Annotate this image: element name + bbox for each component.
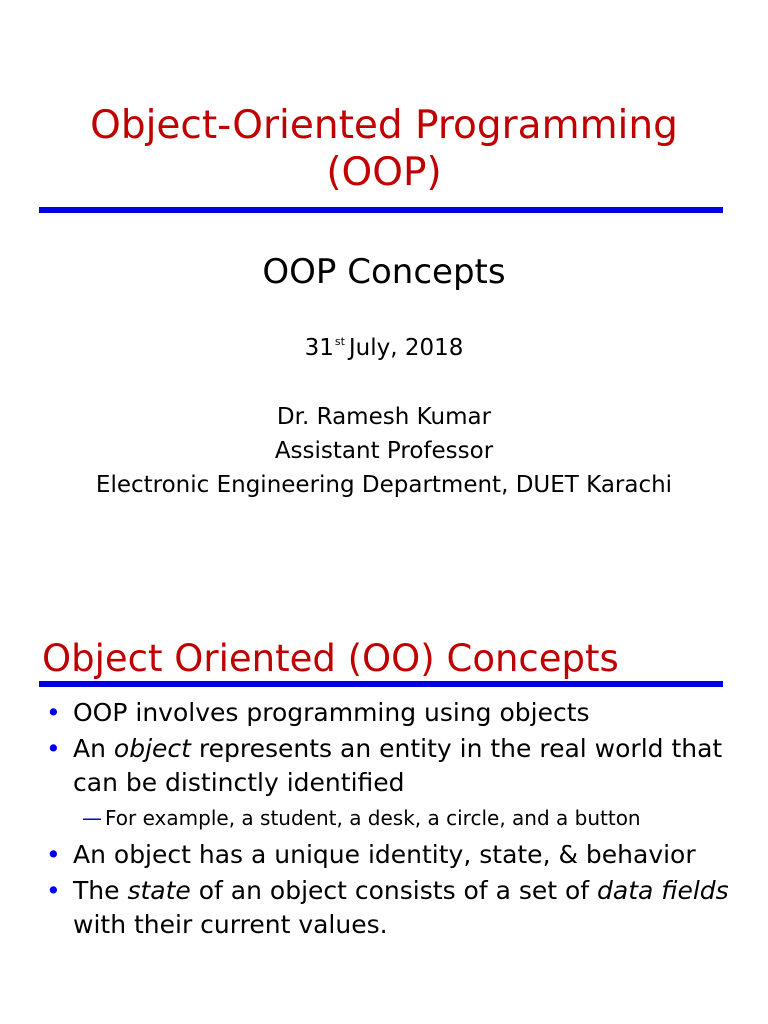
bullet-icon: •: [46, 698, 61, 727]
bullet-text-prefix: The: [73, 876, 128, 905]
bullet-text-suffix: with their current values.: [73, 910, 388, 939]
author-name: Dr. Ramesh Kumar: [276, 404, 492, 430]
title-line-2: (OOP): [326, 150, 442, 195]
bullet-text-emphasis: object: [113, 734, 191, 763]
bullet-text-emphasis: state: [127, 876, 191, 905]
author-department: Electronic Engineering Department, DUET Karachi: [95, 472, 673, 498]
bullet-item: [0, 874, 768, 942]
concepts-divider: [39, 681, 723, 687]
author-title: Assistant Professor: [274, 438, 494, 464]
bullet-list: [0, 696, 768, 944]
date-day: 31: [304, 335, 334, 361]
title-divider: [39, 207, 723, 213]
bullet-icon: •: [46, 734, 61, 763]
bullet-text-prefix: An: [73, 734, 114, 763]
author-block: [0, 400, 768, 502]
concepts-title: Object Oriented (OO) Concepts: [42, 637, 619, 680]
bullet-text: OOP involves programming using objects: [73, 698, 590, 727]
sub-bullet-item: [0, 804, 768, 832]
bullet-text: An object has a unique identity, state, & behavior: [73, 840, 696, 869]
slide-subtitle: OOP Concepts: [262, 252, 506, 292]
bullet-icon: •: [46, 876, 61, 905]
bullet-icon: •: [46, 840, 61, 869]
bullet-item: [0, 838, 768, 872]
presentation-date: [0, 333, 768, 363]
bullet-item: [0, 696, 768, 730]
bullet-text-middle: of an object consists of a set of: [190, 876, 598, 905]
bullet-text-emphasis-2: data fields: [597, 876, 729, 905]
bullet-text-suffix: represents an entity in the real world that can be distinctly identified: [73, 734, 723, 797]
slide-title: [0, 102, 768, 196]
dash-icon: —: [82, 806, 102, 830]
date-rest: July, 2018: [348, 335, 464, 361]
concepts-slide: [0, 600, 768, 1024]
sub-bullet-text: For example, a student, a desk, a circle, and a button: [105, 806, 641, 830]
bullet-item: [0, 732, 768, 800]
date-suffix: st: [334, 335, 345, 348]
title-line-1: Object-Oriented Programming: [90, 103, 678, 148]
